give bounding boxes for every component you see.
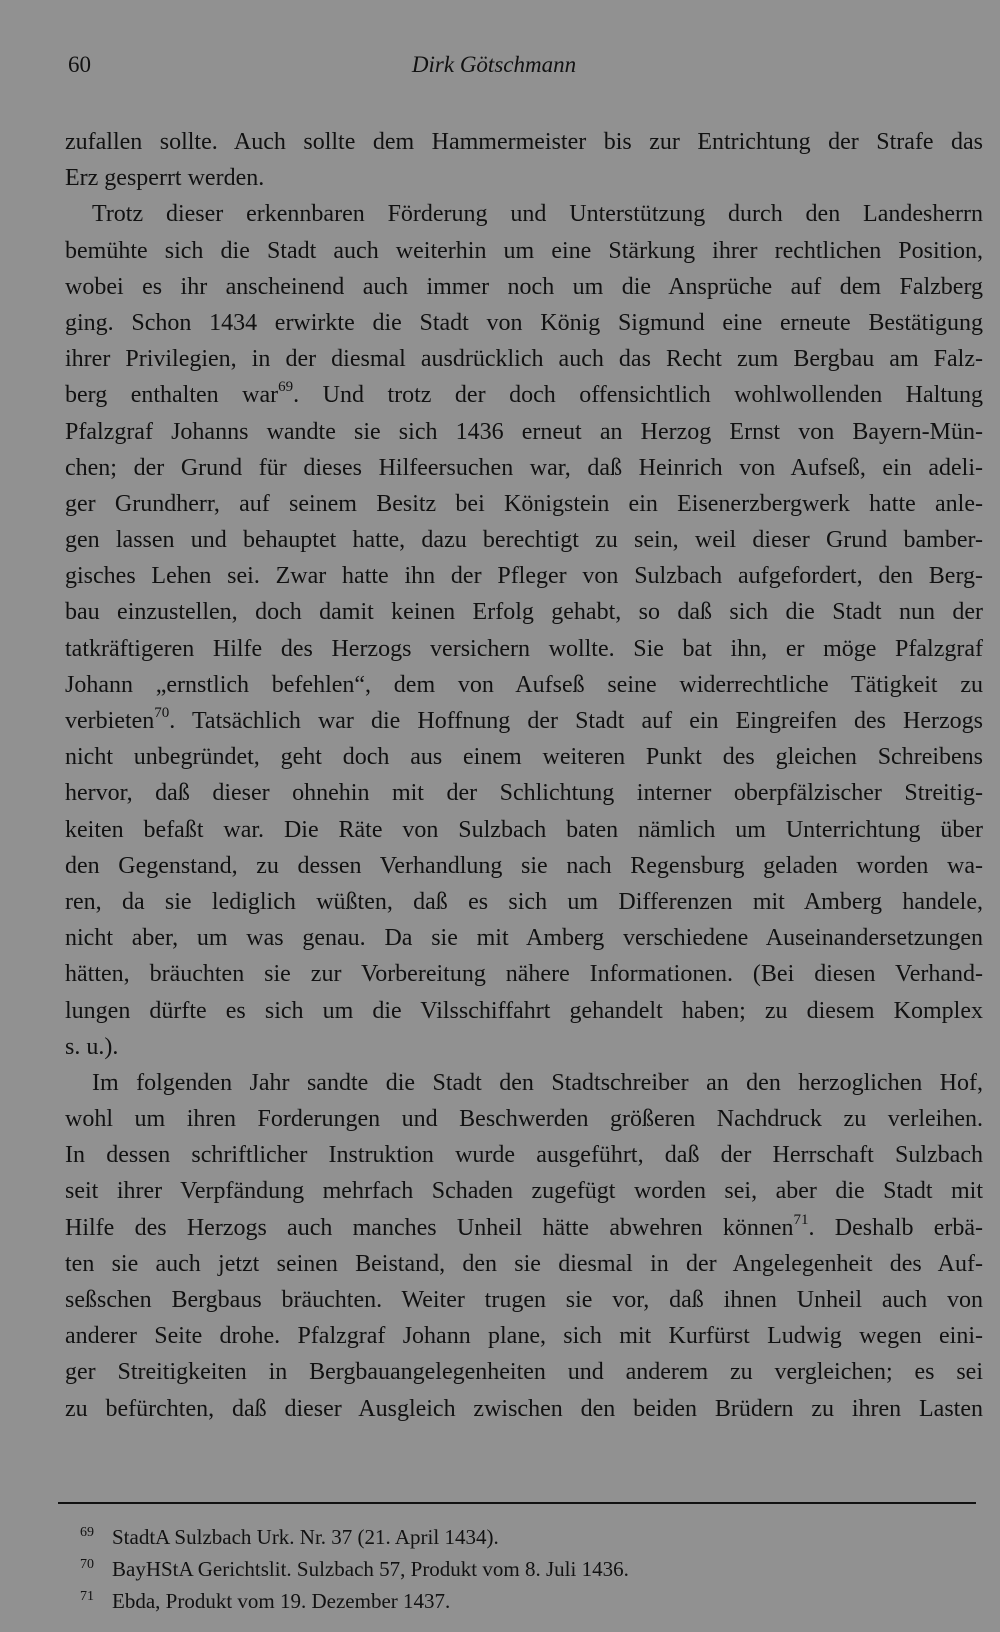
text-line: seßschen Bergbaus bräuchten. Weiter trugen sie vor, daß ihnen Unheil auch von [65,1287,983,1313]
text-segment: . Deshalb erbä- [808,1214,984,1241]
footnotes [80,1519,960,1615]
text-line: nicht aber, um was genau. Da sie mit Amberg verschiedene Auseinandersetzungen [65,925,983,952]
footnote-separator [58,1502,976,1504]
text-line: ging. Schon 1434 erwirkte die Stadt von König Sigmund eine erneute Bestätigung [65,309,983,336]
text-line: chen; der Grund für dieses Hilfeersuchen war, daß Heinrich von Aufseß, ein adeli- [65,454,983,481]
footnote-text: Ebda, Produkt vom 19. Dezember 1437. [112,1589,451,1613]
text-line: hervor, daß dieser ohnehin mit der Schlichtung interner oberpfälzischer Streitig- [65,780,983,807]
body-text [65,124,983,1427]
text-segment: Hilfe des Herzogs auch manches Unheil hätte abwehren können [65,1214,794,1241]
text-line: ihrer Privilegien, in der diesmal ausdrücklich auch das Recht zum Bergbau am Falz- [65,346,983,373]
text-line: hätten, bräuchten sie zur Vorbereitung nähere Informationen. (Bei diesen Verhand- [65,961,983,988]
text-line: anderer Seite drohe. Pfalzgraf Johann plane, sich mit Kurfürst Ludwig wegen eini- [65,1323,983,1350]
text-line: wobei es ihr anscheinend auch immer noch um die Ansprüche auf dem Falzberg [65,273,983,300]
text-line: lungen dürfte es sich um die Vilsschiffahrt gehandelt haben; zu diesem Komplex [65,997,983,1024]
running-header [68,52,920,84]
footnote-number: 71 [80,1589,94,1604]
text-line: wohl um ihren Forderungen und Beschwerden größeren Nachdruck zu verleihen. [65,1106,983,1133]
text-line: zufallen sollte. Auch sollte dem Hammermeister bis zur Entrichtung der Strafe das [65,129,983,155]
text-line [65,377,983,413]
text-line: In dessen schriftlicher Instruktion wurde ausgeführt, daß der Herrschaft Sulzbach [65,1142,983,1169]
footnote-number: 69 [80,1525,94,1540]
text-line: gisches Lehen sei. Zwar hatte ihn der Pfleger von Sulzbach aufgefordert, den Berg- [65,563,983,590]
footnote [80,1519,960,1551]
text-line: zu befürchten, daß dieser Ausgleich zwischen den beiden Brüdern zu ihren Lasten [65,1395,983,1422]
text-line: gen lassen und behauptet hatte, dazu berechtigt zu sein, weil dieser Grund bamber- [65,527,983,554]
footnote-ref-70: 70 [154,705,170,721]
text-segment: berg enthalten war [65,382,279,409]
text-line: ger Grundherr, auf seinem Besitz bei Königstein ein Eisenerzbergwerk hatte anle- [65,490,983,517]
text-line: Im folgenden Jahr sandte die Stadt den Stadtschreiber an den herzoglichen Hof, [92,1069,983,1096]
running-head-author: Dirk Götschmann [411,52,577,77]
footnote-text: BayHStA Gerichtslit. Sulzbach 57, Produkt vom 8. Juli 1436. [112,1557,629,1581]
text-line: s. u.). [65,1033,119,1060]
text-line: Erz gesperrt werden. [65,165,265,192]
text-segment: . Und trotz der doch offensichtlich wohlwollenden Haltung [293,382,984,409]
text-line: keiten befaßt war. Die Räte von Sulzbach baten nämlich um Unterrichtung über [65,816,983,843]
text-line [65,1210,983,1246]
text-segment: verbieten [65,708,155,734]
footnote-number: 70 [80,1557,94,1572]
text-line: bau einzustellen, doch damit keinen Erfolg gehabt, so daß sich die Stadt nun der [65,599,983,626]
text-line: ren, da sie lediglich wüßten, daß es sich um Differenzen mit Amberg handele, [65,888,983,915]
text-line: bemühte sich die Stadt auch weiterhin um eine Stärkung ihrer rechtlichen Position, [65,237,983,264]
footnote-ref-69: 69 [278,379,294,396]
text-line: ger Streitigkeiten in Bergbauangelegenheiten und anderem zu vergleichen; es sei [65,1359,983,1386]
text-line: tatkräftigeren Hilfe des Herzogs versichern wollte. Sie bat ihn, er möge Pfalzgraf [65,635,983,662]
footnote-text: StadtA Sulzbach Urk. Nr. 37 (21. April 1434). [112,1525,499,1549]
text-line: den Gegenstand, zu dessen Verhandlung sie nach Regensburg geladen worden wa- [65,852,983,879]
footnote-ref-71: 71 [793,1211,809,1228]
text-line: seit ihrer Verpfändung mehrfach Schaden zugefügt worden sei, aber die Stadt mit [65,1178,983,1205]
footnote [80,1551,960,1583]
text-line: nicht unbegründet, geht doch aus einem weiteren Punkt des gleichen Schreibens [65,744,983,771]
text-line: ten sie auch jetzt seinen Beistand, den sie diesmal in der Angelegenheit des Auf- [65,1250,983,1277]
text-line: Trotz dieser erkennbaren Förderung und Unterstützung durch den Landesherrn [92,201,983,228]
footnote [80,1583,960,1615]
text-line: Johann „ernstlich befehlen“, dem von Aufseß seine widerrechtliche Tätigkeit zu [65,671,983,698]
text-line: Pfalzgraf Johanns wandte sie sich 1436 erneut an Herzog Ernst von Bayern-Mün- [65,418,983,445]
text-line [65,703,983,739]
text-segment: . Tatsächlich war die Hoffnung der Stadt auf ein Eingreifen des Herzogs [169,708,983,734]
page-number: 60 [68,52,91,77]
